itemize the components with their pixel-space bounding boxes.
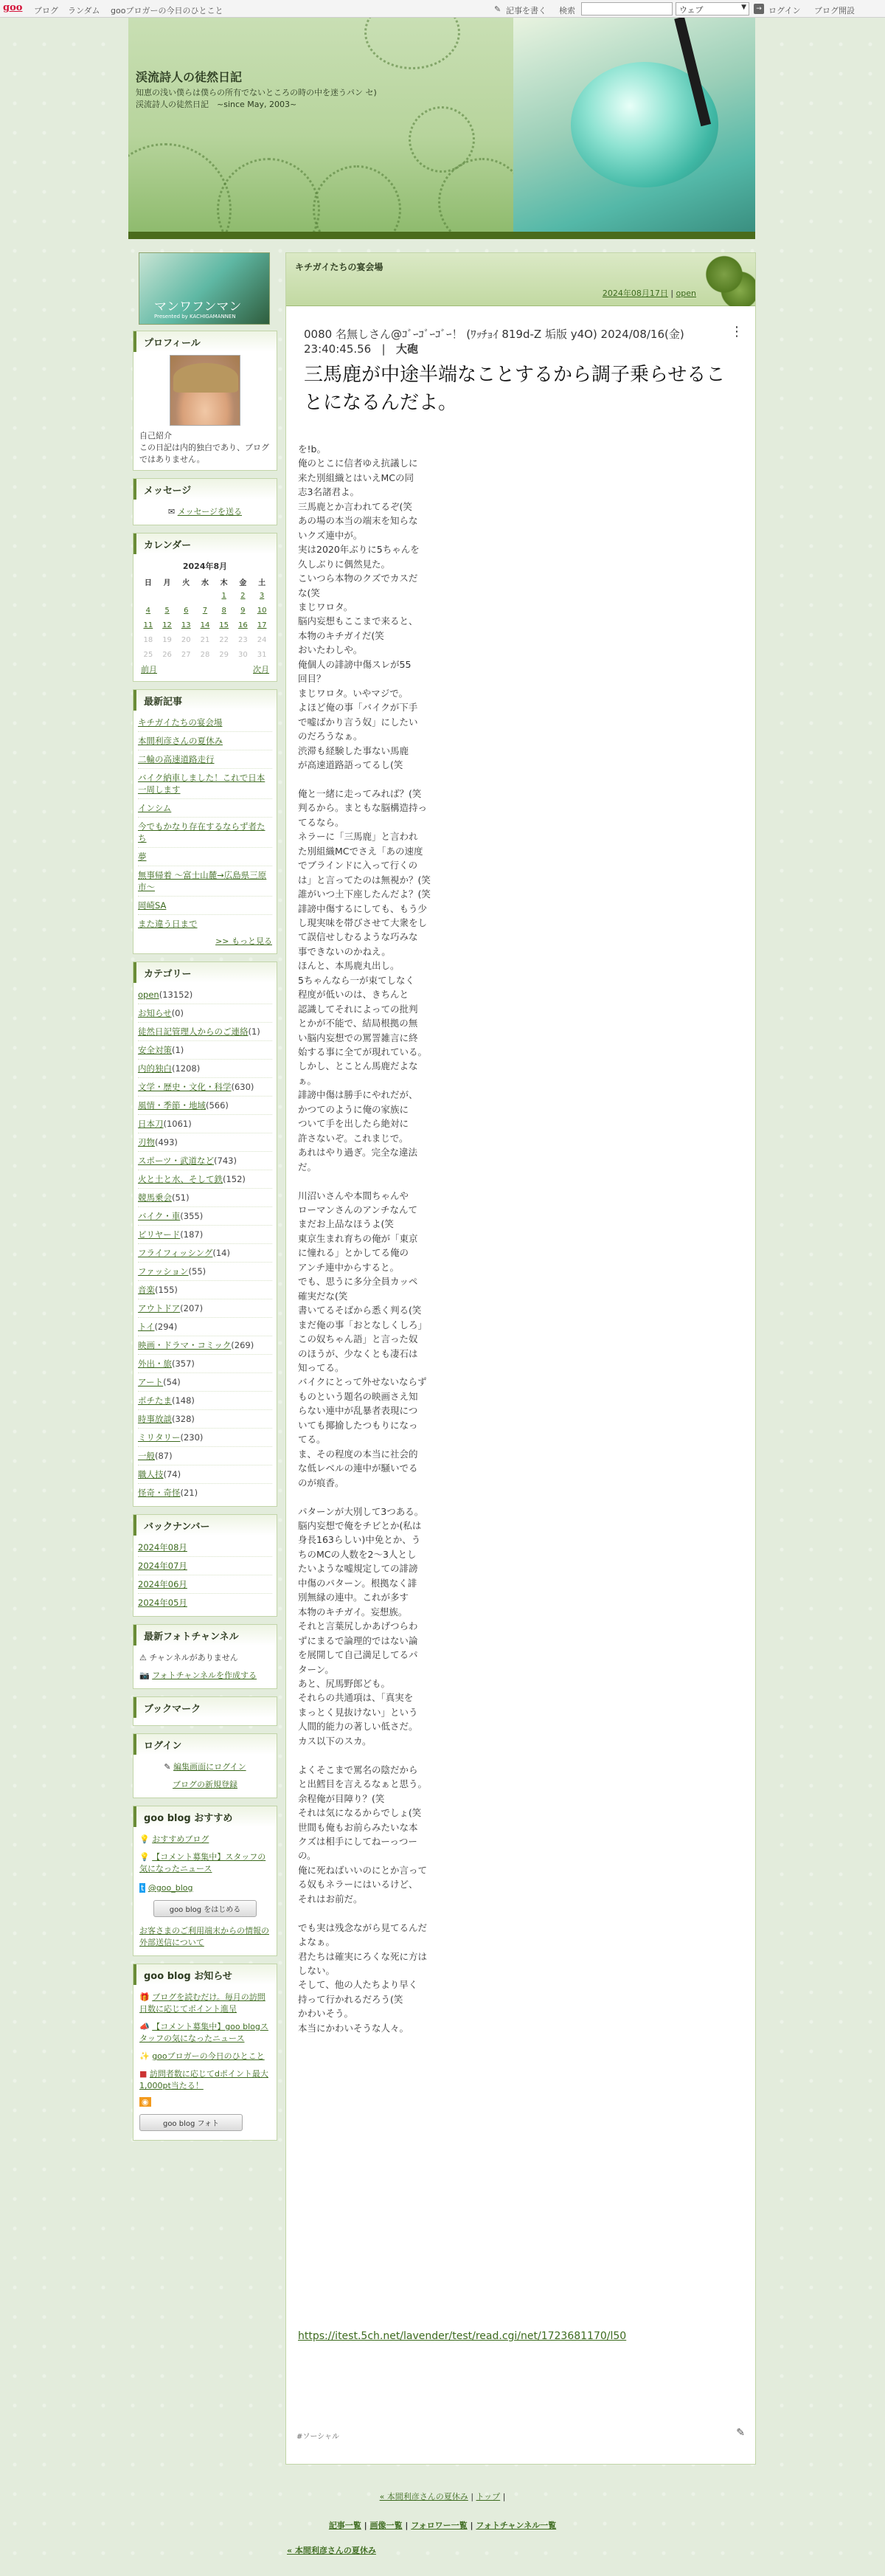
search-scope-select[interactable]	[676, 2, 749, 15]
category-link[interactable]: アート	[138, 1377, 164, 1387]
register-blog-link[interactable]: ブログの新規登録	[173, 1780, 237, 1789]
list-item	[138, 915, 272, 933]
category-count: (566)	[206, 1100, 229, 1111]
create-photo-channel-link[interactable]: フォトチャンネルを作成する	[152, 1671, 257, 1680]
lace-ornament	[128, 143, 232, 232]
category-link[interactable]: 日本刀	[138, 1119, 164, 1129]
footer-link-posts[interactable]: 記事一覧	[328, 2521, 361, 2530]
list-item	[138, 818, 272, 848]
calendar-heading: カレンダー	[133, 533, 277, 554]
category-link[interactable]: 怪奇・奇怪	[138, 1488, 181, 1498]
camera-icon: 📷	[139, 1671, 150, 1680]
recent-post-link[interactable]: 二輪の高速道路走行	[138, 754, 215, 764]
category-link[interactable]: open	[138, 990, 159, 1000]
category-count: (493)	[155, 1137, 178, 1147]
nav-link-hitokoto[interactable]: gooブロガーの今日のひとこと	[111, 6, 223, 15]
list-item	[138, 732, 272, 750]
category-count: (743)	[214, 1156, 237, 1166]
twitter-icon: t	[141, 1883, 145, 1893]
bulb-icon: 💡	[139, 1852, 150, 1862]
category-count: (269)	[231, 1340, 254, 1350]
list-item	[138, 1152, 272, 1170]
calendar-day: 25	[143, 650, 153, 659]
category-count: (152)	[223, 1174, 246, 1184]
calendar-day: 29	[219, 650, 229, 659]
list-item	[138, 1097, 272, 1115]
blog-description: 知恵の浅い僕らは僕らの所有でないところの時の中を迷うパン セ) 渓流詩人の徒然日記 ~since May, 2003~	[136, 88, 377, 109]
profile-text: この日記は内的独白であり、ブログではありません。	[139, 443, 269, 464]
calendar-day[interactable]: 4	[145, 606, 151, 615]
list-item	[138, 1484, 272, 1502]
profile-heading: プロフィール	[133, 331, 277, 352]
calendar-prev-month[interactable]: 前月	[141, 665, 157, 674]
category-count: (187)	[180, 1229, 204, 1240]
calendar-day	[195, 588, 215, 603]
category-count: (87)	[155, 1451, 173, 1461]
category-link[interactable]: 刃物	[138, 1137, 155, 1147]
category-link[interactable]: 安全対策	[138, 1045, 172, 1055]
category-count: (355)	[180, 1211, 204, 1221]
rss-icon[interactable]: ◉	[139, 2097, 151, 2107]
nav-link-random[interactable]: ランダム	[68, 6, 100, 15]
category-count: (1061)	[163, 1119, 192, 1129]
news-link-0[interactable]: ブログを読むだけ。毎月の訪問日数に応じてポイント進呈	[139, 1992, 266, 2014]
calendar-day[interactable]: 7	[202, 606, 208, 615]
news-link-1[interactable]: 【コメント募集中】goo blogスタッフの気になったニュース	[139, 2022, 268, 2043]
category-link[interactable]: 文学・歴史・文化・科学	[138, 1082, 232, 1092]
category-count: (294)	[154, 1322, 178, 1332]
list-item	[138, 1133, 272, 1152]
category-count: (207)	[180, 1303, 204, 1313]
category-count: (0)	[171, 1008, 184, 1018]
pencil-icon: ✎	[164, 1762, 171, 1772]
profile-label: 自己紹介	[139, 431, 172, 441]
list-item	[138, 1410, 272, 1429]
calendar-day[interactable]: 12	[162, 621, 172, 629]
bulb-icon: 💡	[139, 1834, 150, 1844]
bookmark-heading: ブックマーク	[133, 1697, 277, 1718]
quoted-post	[296, 324, 745, 417]
hat-image	[173, 363, 238, 393]
lace-ornament	[313, 165, 401, 232]
backnumber-heading: バックナンバー	[133, 1515, 277, 1536]
news-heading: goo blog お知らせ	[133, 1964, 277, 1985]
calendar-day: 19	[162, 635, 172, 644]
footer-link-images[interactable]: 画像一覧	[369, 2521, 403, 2530]
calendar-day: 23	[238, 635, 248, 644]
pencil-icon: ✎	[494, 4, 502, 14]
category-count: (54)	[163, 1377, 181, 1387]
sidebar-banner-image[interactable]	[139, 252, 270, 325]
calendar-box	[133, 533, 277, 682]
points-icon: ■	[139, 2069, 148, 2079]
category-count: (14)	[212, 1248, 230, 1258]
calendar-day[interactable]: 2	[240, 591, 246, 600]
post-header	[286, 253, 755, 306]
edit-login-link[interactable]: 編集画面にログイン	[173, 1762, 246, 1772]
calendar-day: 18	[143, 635, 153, 644]
post-navigation	[0, 2490, 885, 2502]
list-item	[138, 799, 272, 818]
category-link[interactable]: スポーツ・武道など	[138, 1156, 215, 1166]
open-blog-link[interactable]: ブログ開設	[814, 6, 855, 15]
footer-links	[0, 2519, 885, 2531]
category-link[interactable]: 徒然日記管理人からのご連絡	[138, 1026, 249, 1037]
calendar-day: 20	[181, 635, 191, 644]
goo-logo[interactable]: goo	[3, 2, 23, 13]
calendar-day: 31	[257, 650, 267, 659]
calendar-table	[139, 557, 271, 662]
category-link[interactable]: 時事放談	[138, 1414, 172, 1424]
footer-link-photo-channels[interactable]: フォトチャンネル一覧	[476, 2521, 557, 2530]
calendar-day	[139, 588, 158, 603]
calendar-weekday: 金	[239, 579, 247, 587]
search-scope-value: ウェブ	[679, 5, 704, 15]
calendar-day[interactable]: 5	[164, 606, 170, 615]
category-link[interactable]: 職人技	[138, 1469, 164, 1479]
backnumber-link[interactable]: 2024年06月	[138, 1579, 187, 1589]
list-item	[138, 897, 272, 915]
post-source-link[interactable]: https://itest.5ch.net/lavender/test/read.cgi/net/1723681170/l50	[298, 2330, 627, 2342]
search-input[interactable]	[581, 2, 673, 15]
separator: |	[375, 342, 393, 356]
calendar-day[interactable]: 10	[257, 606, 267, 615]
calendar-weekday: 日	[144, 579, 152, 587]
list-item	[138, 1318, 272, 1336]
avatar	[170, 355, 240, 426]
sidebar	[133, 252, 277, 2148]
list-item	[138, 1575, 272, 1594]
post-body: を!b。 俺のとこに信者ゆえ抗議しに 来た別組織とはいえMCの同 志3名諸君よ。 三馬鹿とか言われてるぞ(笑 あの場の本当の端末を知らな いクズ連中が。 実は2020年ぶりに5ちゃんを 久しぶりに偶然見た。 こいつら本物のクズでカスだ な(笑 まじワロタ。 脳内妄想もここまで来ると、 本物のキチガイだ(笑 おいたわしや。 俺個人の誹謗中傷スレが55 回目？ まじワロタ。いやマジで。 よほど俺の事「バイクが下手 で嘘ばかり言う奴」にしたい のだろうなぁ。 渋滞も経験した事ない馬鹿 が高速道路語ってるし(笑 俺と一緒に走ってみれば？(笑 判るから。まともな脳構造持っ てるなら。 ネラーに「三馬鹿」と言われ た別組織MCでさえ「あの速度 でブラインドに入って行くの は」と言ってたのは無視か？(笑 誰がいつ土下座したんだよ？(笑 誹謗中傷するにしても、もう少 し現実味を帯びさせて大衆をし て誤信せしむるような巧みな 事できないのかねえ。 ほんと、本馬鹿丸出し。 5ちゃんなら一が束てしなく 程度が低いのは、きちんと 認識してそれによっての批判 とかが不能で、結局根拠の無 い脳内妄想での罵詈雑言に終 始する事に全てが現れている。 しかし、とことん馬鹿だよな ぁ。 誹謗中傷は勝手にやれだが、 かつてのように俺の家族に ついて手を出したら絶対に 許さないぞ。これまじで。 あれはやり過ぎ。完全な違法 だ。 川沼いさんや本間ちゃんや ローマンさんのアンチなんて まだお上品なほうよ(笑 東京生まれ育ちの俺が「東京 に憧れる」とかしてる俺の アンチ連中からすると。 でも、思うに多分全員カッペ 確実だな(笑 書いてるそばから悉く判る(笑 まだ俺の事「おとなしくしろ」 この奴ちゃん語」と言った奴 のほうが、少なくとも凄石は 知ってる。 バイクにとって外せないならず ものという題名の映画さえ知 らない連中が乱暴者表現につ いても揶揄したつもりになっ てる。 ま、その程度の本当に社会的 な低レベルの連中が騒いでる のが痕香。 パターンが大別して3つある。 脳内妄想で俺をチビとか(私は 身長163らしい)中免とか、う ちのMCの人数を2～3人とし たいような嘘規定しての誹謗 中傷のパターン。根拠なく誹 別無縁の連中。これが多す 本物のキチガイ。妄想族。 それと言葉尻しかあげつらわ ずにまるで論理的ではない論 を展開して自己満足してるパ ターン。 あと、尻馬野郎ども。 それらの共通項は、「真実を まっとく見抜けない」という 人間的能力の著しい低さだ。 カス以下のスカ。 よくそこまで罵名の陰だから と出鱈目を言えるなぁと思う。 余程俺が目障り？(笑 それは気になるからでしょ(笑 世間も俺もお前らみたいな本 クズは相手にしてねーっつー の。 俺に死ねばいいのにとか言って る奴もネラーにはいるけど、 それはお前だ。 でも実は残念ながら見てるんだ よなぁ。 君たちは確実にろくな死に方は しない。 そして、他の人たちより早く 持って行かれるだろう(笑 かわいそう。 本当にかわいそうな人々。	[298, 443, 431, 2034]
calendar-day[interactable]: 13	[181, 621, 191, 629]
calendar-weekday: 月	[163, 579, 171, 587]
list-item	[138, 1263, 272, 1281]
recent-posts-box	[133, 689, 277, 954]
sparkle-icon: ✨	[139, 2051, 150, 2061]
blog-title[interactable]: 渓流詩人の徒然日記	[136, 70, 243, 84]
post-title: 三馬鹿が中途半端なことするから調子乗らせることになるんだよ。	[304, 364, 726, 414]
category-link[interactable]: 火と土と水、そして鉄	[138, 1174, 223, 1184]
login-icon[interactable]: →	[754, 4, 764, 14]
recent-posts-list	[133, 714, 277, 933]
calendar-day[interactable]: 6	[184, 606, 189, 615]
recent-post-link[interactable]: 無事帰着 ～富士山麓→広島県三原市～	[138, 870, 267, 892]
send-message-link[interactable]: メッセージを送る	[177, 507, 243, 517]
prev-post-link[interactable]: « 本間利彦さんの夏休み	[379, 2492, 468, 2501]
search-label: 検索	[559, 6, 575, 15]
social-label: #ソーシャル	[296, 2433, 339, 2441]
list-item	[138, 1244, 272, 1263]
list-item	[138, 1023, 272, 1041]
list-item	[138, 1004, 272, 1023]
top-link[interactable]: トップ	[476, 2492, 501, 2501]
list-item	[138, 1373, 272, 1392]
calendar-day[interactable]: 3	[259, 591, 265, 600]
category-link[interactable]: 一般	[138, 1451, 155, 1461]
list-item	[138, 1557, 272, 1575]
backnumber-link[interactable]: 2024年07月	[138, 1561, 187, 1571]
edit-pencil-icon[interactable]: ✎	[736, 2427, 745, 2439]
category-link[interactable]: ファッション	[138, 1266, 189, 1277]
category-count: (21)	[180, 1488, 198, 1498]
list-item	[138, 750, 272, 769]
separator: |	[470, 2521, 476, 2530]
calendar-day[interactable]: 9	[240, 606, 246, 615]
calendar-day[interactable]: 8	[221, 606, 226, 615]
quoted-post-tag: 大砲	[395, 342, 418, 356]
banner-subtitle: Presented by KACHIGAMANNEN	[154, 314, 236, 320]
category-count: (1)	[172, 1045, 184, 1055]
recent-post-link[interactable]: 本間利彦さんの夏休み	[138, 736, 223, 746]
category-count: (155)	[155, 1285, 178, 1295]
more-posts-link[interactable]: >> もっと見る	[215, 936, 272, 946]
separator: |	[405, 2521, 412, 2530]
list-item	[138, 1336, 272, 1355]
footer-link-followers[interactable]: フォロワー一覧	[411, 2521, 468, 2530]
category-link[interactable]: 音楽	[138, 1285, 155, 1295]
message-heading: メッセージ	[133, 479, 277, 500]
category-list	[133, 986, 277, 1502]
recent-heading: 最新記事	[133, 690, 277, 711]
blog-photo-button[interactable]: goo blog フォト	[139, 2114, 243, 2131]
news-link-3[interactable]: 訪問者数に応じてdポイント最大1,000pt当たる！	[139, 2069, 268, 2090]
more-menu-icon[interactable]: ⋮	[730, 324, 743, 339]
list-item	[138, 1539, 272, 1557]
category-box	[133, 961, 277, 1507]
calendar-day: 24	[257, 635, 267, 644]
category-count: (55)	[188, 1266, 206, 1277]
leaf-ornament	[704, 253, 755, 306]
post-date-line	[603, 287, 696, 299]
calendar-weekday: 火	[182, 579, 190, 587]
list-item	[138, 848, 272, 866]
nav-link-blog[interactable]: ブログ	[34, 6, 58, 15]
list-item	[138, 1170, 272, 1189]
main-post	[285, 252, 756, 2465]
calendar-day[interactable]: 14	[200, 621, 210, 629]
calendar-weekday: 水	[201, 579, 209, 587]
list-item	[138, 1207, 272, 1226]
start-blog-button[interactable]: goo blog をはじめる	[153, 1900, 257, 1917]
category-link[interactable]: お知らせ	[138, 1008, 172, 1018]
separator: |	[670, 289, 676, 298]
calendar-day: 30	[238, 650, 248, 659]
list-item	[138, 1447, 272, 1465]
list-item	[138, 1060, 272, 1078]
category-count: (230)	[180, 1432, 204, 1443]
category-count: (1)	[248, 1026, 260, 1037]
calendar-weekday: 土	[258, 579, 266, 587]
recent-post-link[interactable]: 岡崎SA	[138, 900, 167, 911]
quoted-post-meta	[296, 324, 745, 356]
write-post-link[interactable]: 記事を書く	[506, 6, 546, 15]
header-divider	[128, 232, 755, 239]
lace-ornament	[217, 158, 320, 232]
list-item	[138, 986, 272, 1004]
calendar-day: 27	[181, 650, 191, 659]
external-transmission-link[interactable]: お客さまのご利用端末からの情報の外部送信について	[139, 1926, 269, 1947]
gift-icon: 🎁	[139, 1992, 150, 2002]
message-box	[133, 478, 277, 525]
recent-post-link[interactable]: インシム	[138, 803, 172, 813]
calendar-day: 26	[162, 650, 172, 659]
recommend-link-1[interactable]: 【コメント募集中】スタッフの気になったニュース	[139, 1852, 266, 1874]
login-heading: ログイン	[133, 1734, 277, 1755]
recommend-link-0[interactable]: おすすめブログ	[152, 1834, 209, 1844]
list-item	[138, 1281, 272, 1299]
calendar-day: 21	[200, 635, 210, 644]
category-count: (74)	[163, 1469, 181, 1479]
news-box	[133, 1964, 277, 2141]
recent-post-link[interactable]: キチガイたちの宴会場	[138, 717, 223, 728]
backnumber-link[interactable]: 2024年08月	[138, 1542, 187, 1553]
backnumber-list	[133, 1539, 277, 1612]
calendar-day[interactable]: 11	[143, 621, 153, 629]
category-link[interactable]: 内的独白	[138, 1063, 172, 1074]
list-item	[138, 1299, 272, 1318]
category-count: (328)	[172, 1414, 195, 1424]
calendar-day	[176, 588, 195, 603]
post-category-link[interactable]: open	[676, 289, 696, 298]
calendar-day: 22	[219, 635, 229, 644]
lace-ornament	[364, 18, 460, 69]
list-item	[138, 1041, 272, 1060]
megaphone-icon: 📣	[139, 2022, 150, 2031]
calendar-day[interactable]: 16	[238, 621, 248, 629]
login-link[interactable]: ログイン	[768, 6, 801, 15]
category-link[interactable]: 競馬乗会	[138, 1192, 172, 1203]
list-item	[138, 769, 272, 799]
list-item	[138, 1465, 272, 1484]
list-item	[138, 866, 272, 897]
category-count: (148)	[172, 1395, 195, 1406]
category-link[interactable]: ビリヤード	[138, 1229, 181, 1240]
top-navigation-bar	[0, 0, 885, 18]
post-date[interactable]: 2024年08月17日	[602, 289, 668, 298]
list-item	[138, 1115, 272, 1133]
login-box	[133, 1733, 277, 1798]
category-link[interactable]: フライフィッシング	[138, 1248, 213, 1258]
banner-title: マンワフンマン	[154, 300, 242, 314]
category-link[interactable]: ミリタリー	[138, 1432, 181, 1443]
list-item	[138, 1189, 272, 1207]
bookmark-box	[133, 1696, 277, 1726]
envelope-icon: ✉	[167, 507, 176, 517]
category-link[interactable]: 映画・ドラマ・コミック	[138, 1340, 232, 1350]
calendar-day	[158, 588, 177, 603]
category-link[interactable]: ポチたま	[138, 1395, 172, 1406]
category-heading: カテゴリー	[133, 962, 277, 983]
recent-post-link[interactable]: また違う日まで	[138, 919, 198, 929]
category-link[interactable]: 風情・季節・地域	[138, 1100, 206, 1111]
recent-post-link[interactable]: 夢	[138, 852, 147, 862]
calendar-day[interactable]: 15	[219, 621, 229, 629]
list-item	[138, 1226, 272, 1244]
photo-heading: 最新フォトチャンネル	[133, 1625, 277, 1646]
category-count: (1208)	[172, 1063, 201, 1074]
post-category-title[interactable]: キチガイたちの宴会場	[295, 262, 384, 272]
backnumber-box	[133, 1514, 277, 1617]
calendar-month: 2024年8月	[182, 562, 228, 571]
category-count: (357)	[172, 1358, 195, 1369]
photo-channel-box	[133, 1624, 277, 1689]
recommend-box	[133, 1806, 277, 1956]
list-item	[138, 1429, 272, 1447]
separator: |	[471, 2492, 476, 2501]
calendar-day[interactable]: 17	[257, 621, 267, 629]
separator: |	[364, 2521, 370, 2530]
category-link[interactable]: バイク・車	[138, 1211, 181, 1221]
calendar-weekday: 木	[220, 579, 228, 587]
list-item	[138, 1078, 272, 1097]
recent-post-link[interactable]: バイク納車しました！これで日本一周します	[138, 773, 266, 795]
backnumber-link[interactable]: 2024年05月	[138, 1598, 187, 1608]
warning-icon: ⚠	[139, 1653, 147, 1662]
bottom-prev-post-link[interactable]: « 本間利彦さんの夏休み	[287, 2546, 376, 2555]
no-channel-text: チャンネルがありません	[149, 1653, 238, 1662]
category-link[interactable]: 外出・旅	[138, 1358, 172, 1369]
recent-post-link[interactable]: 今でもかなり存在するならず者たち	[138, 821, 266, 843]
profile-box	[133, 331, 277, 471]
chevron-down-icon: ▼	[741, 4, 746, 11]
recommend-heading: goo blog おすすめ	[133, 1806, 277, 1827]
list-item	[138, 1392, 272, 1410]
category-link[interactable]: トイ	[138, 1322, 155, 1332]
list-item	[138, 1594, 272, 1612]
blog-header	[128, 18, 755, 232]
list-item	[138, 714, 272, 732]
category-count: (51)	[172, 1192, 190, 1203]
news-link-2[interactable]: gooブロガーの今日のひとこと	[152, 2051, 265, 2061]
list-item	[138, 1355, 272, 1373]
calendar-next-month[interactable]: 次月	[253, 665, 269, 674]
quoted-post-header: 0080 名無しさん@ｺﾞｰｺﾞｰｺﾞｰ！ (ﾜｯﾁｮｲ 819d-Z 垢版 y4O) 2024/08/16(金) 23:40:45.56	[304, 328, 684, 356]
category-count: (13152)	[159, 990, 193, 1000]
calendar-day[interactable]: 1	[221, 591, 226, 600]
calendar-day: 28	[200, 650, 210, 659]
twitter-link[interactable]: @goo_blog	[148, 1883, 193, 1893]
separator: |	[502, 2492, 506, 2501]
category-link[interactable]: アウトドア	[138, 1303, 181, 1313]
category-count: (630)	[231, 1082, 254, 1092]
